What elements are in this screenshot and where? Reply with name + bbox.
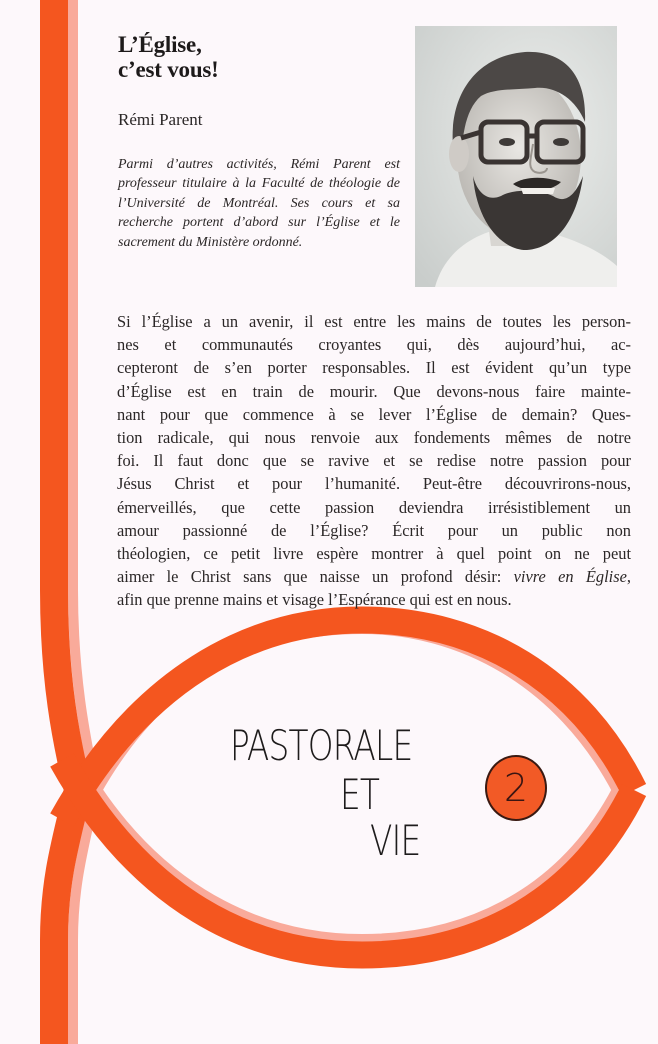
blurb-line: cepteront de s’en porter responsables. Il est évident qu’un type: [117, 358, 631, 378]
blurb-text: ,: [626, 567, 631, 587]
book-title-line-1: L’Église,: [118, 32, 202, 57]
blurb-line: Si l’Église a un avenir, il est entre les mains de toutes les person-: [117, 312, 631, 331]
blurb-line-emphasis: [117, 565, 631, 588]
author-name: Rémi Parent: [118, 110, 203, 129]
blurb-line: amour passionné de l’Église? Écrit pour un public non: [117, 520, 631, 540]
volume-number-badge: [485, 755, 547, 821]
author-photo: [415, 26, 617, 287]
blurb-line: nes et communautés croyantes qui, dès aujourd’hui, ac-: [117, 335, 631, 355]
series-title-line-3: VIE: [370, 816, 421, 865]
volume-number: 2: [503, 766, 529, 810]
blurb-line: tion radicale, qui nous renvoie aux fondements mêmes de notre: [117, 428, 631, 448]
blurb-line: foi. Il faut donc que se ravive et se redise notre passion pour: [117, 451, 631, 471]
book-title-line-2: c’est vous!: [118, 57, 219, 82]
blurb-line: émerveillés, que cette passion deviendra irrésistiblement un: [117, 497, 631, 517]
blurb-line: d’Église est en train de mourir. Que devons-nous faire mainte-: [117, 381, 631, 401]
author-bio: Parmi d’autres activités, Rémi Parent est professeur titulaire à la Faculté de théologie de l’Université de Montréal. Ses cours et sa recherche portent d’abord sur l’Église et le sacrement du Ministère ordonné.: [118, 157, 400, 250]
blurb-text: aimer le Christ sans que naisse un profond désir:: [117, 567, 514, 587]
back-cover-blurb: [117, 310, 631, 612]
blurb-line: nant pour que commence à se lever l’Église de demain? Ques-: [117, 404, 631, 424]
book-title: [118, 32, 219, 82]
blurb-emphasis: vivre en Église: [513, 567, 627, 587]
blurb-line: Jésus Christ et pour l’humanité. Peut-être découvrirons-nous,: [117, 474, 631, 494]
series-title-line-2: ET: [340, 770, 380, 819]
blurb-line: théologien, ce petit livre espère montrer à quel point on ne peut: [117, 544, 631, 564]
blurb-line: afin que prenne mains et visage l’Espérance qui est en nous.: [117, 590, 512, 610]
portrait-image-icon: [415, 26, 617, 287]
series-title-line-1: PASTORALE: [230, 721, 413, 770]
